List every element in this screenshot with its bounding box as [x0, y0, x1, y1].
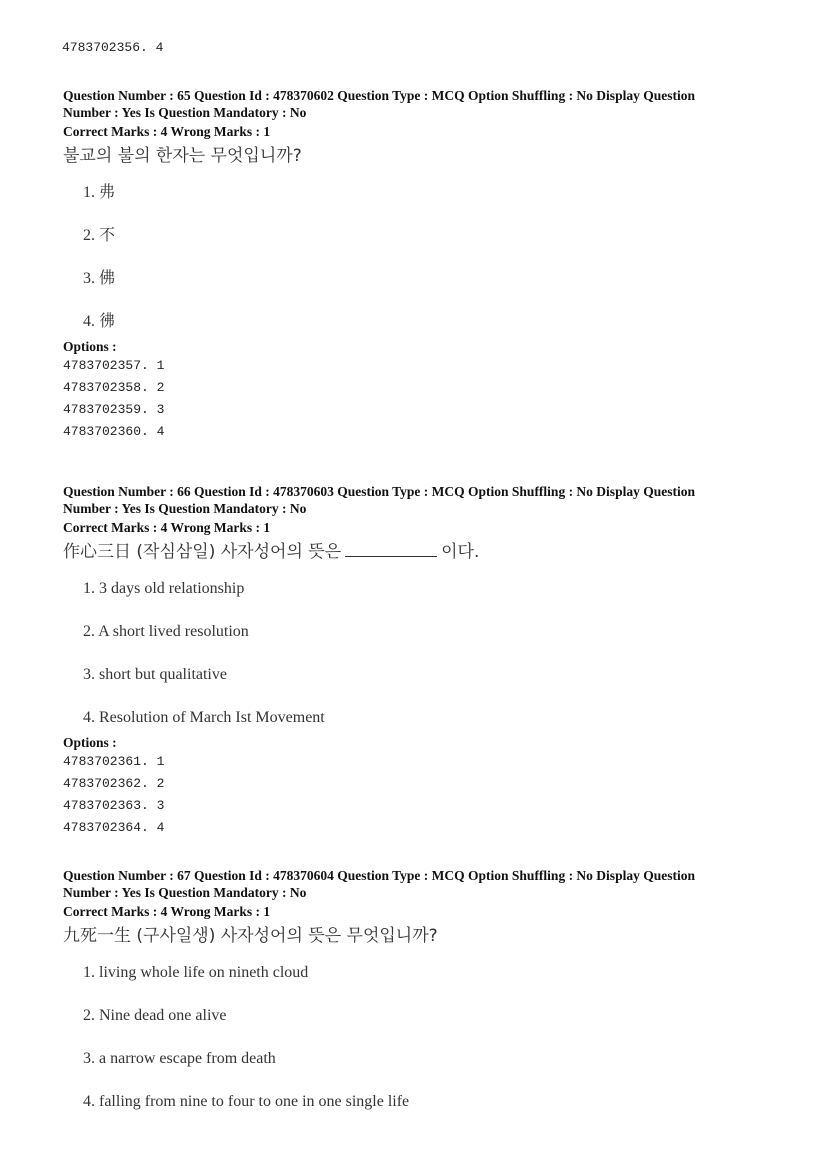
marks-line: Correct Marks : 4 Wrong Marks : 1 — [63, 904, 271, 919]
option-4: 4. falling from nine to four to one in one single life — [83, 1092, 410, 1110]
option-2: 2. 不 — [83, 226, 116, 244]
option-id: 4783702362. 2 — [63, 775, 165, 791]
question-block-66 — [63, 484, 763, 839]
option-id: 4783702363. 3 — [63, 797, 165, 813]
option-id-list — [63, 751, 763, 839]
option-1: 1. 3 days old relationship — [83, 579, 245, 597]
option-3: 3. 佛 — [83, 269, 116, 287]
meta-line-2: Number : Yes Is Question Mandatory : No — [63, 104, 307, 120]
question-block-67 — [63, 868, 763, 1127]
marks-line: Correct Marks : 4 Wrong Marks : 1 — [63, 124, 271, 139]
meta-line-1: Question Number : 67 Question Id : 478370604 Question Type : MCQ Option Shuffling : No Display Question — [63, 868, 695, 883]
question-text: 九死一生 (구사일생) 사자성어의 뜻은 무엇입니까? — [63, 925, 438, 946]
blank-line — [345, 542, 437, 557]
question-text — [63, 541, 763, 571]
meta-line-2: Number : Yes Is Question Mandatory : No — [63, 500, 307, 516]
option-2: 2. Nine dead one alive — [83, 1006, 227, 1024]
options-label: Options : — [63, 734, 117, 750]
option-id: 4783702364. 4 — [63, 819, 165, 835]
option-2: 2. A short lived resolution — [83, 622, 249, 640]
previous-option-id: 4783702356. 4 — [62, 40, 164, 55]
question-block-65 — [63, 88, 763, 443]
option-3: 3. short but qualitative — [83, 665, 227, 683]
option-3: 3. a narrow escape from death — [83, 1049, 276, 1067]
question-text-main: 作心三日 (작심삼일) 사자성어의 뜻은 — [63, 541, 342, 562]
option-list — [63, 955, 763, 1127]
option-id: 4783702359. 3 — [63, 401, 165, 417]
option-id: 4783702360. 4 — [63, 423, 165, 439]
option-list — [63, 175, 763, 347]
option-id: 4783702358. 2 — [63, 379, 165, 395]
option-id: 4783702361. 1 — [63, 753, 165, 769]
meta-line-2: Number : Yes Is Question Mandatory : No — [63, 884, 307, 900]
question-meta — [63, 88, 763, 121]
meta-line-1: Question Number : 66 Question Id : 478370603 Question Type : MCQ Option Shuffling : No Display Question — [63, 484, 695, 499]
option-id: 4783702357. 1 — [63, 357, 165, 373]
option-4: 4. Resolution of March Ist Movement — [83, 708, 325, 726]
meta-line-1: Question Number : 65 Question Id : 478370602 Question Type : MCQ Option Shuffling : No Display Question — [63, 88, 695, 103]
question-text: 불교의 불의 한자는 무엇입니까? — [63, 145, 302, 166]
option-list — [63, 571, 763, 743]
option-4: 4. 彿 — [83, 312, 116, 330]
option-1: 1. living whole life on nineth cloud — [83, 963, 309, 981]
option-1: 1. 弗 — [83, 183, 116, 201]
question-meta — [63, 868, 763, 901]
marks-line: Correct Marks : 4 Wrong Marks : 1 — [63, 520, 271, 535]
options-label: Options : — [63, 338, 117, 354]
option-id-list — [63, 355, 763, 443]
question-meta — [63, 484, 763, 517]
question-text-end: 이다. — [441, 541, 480, 562]
